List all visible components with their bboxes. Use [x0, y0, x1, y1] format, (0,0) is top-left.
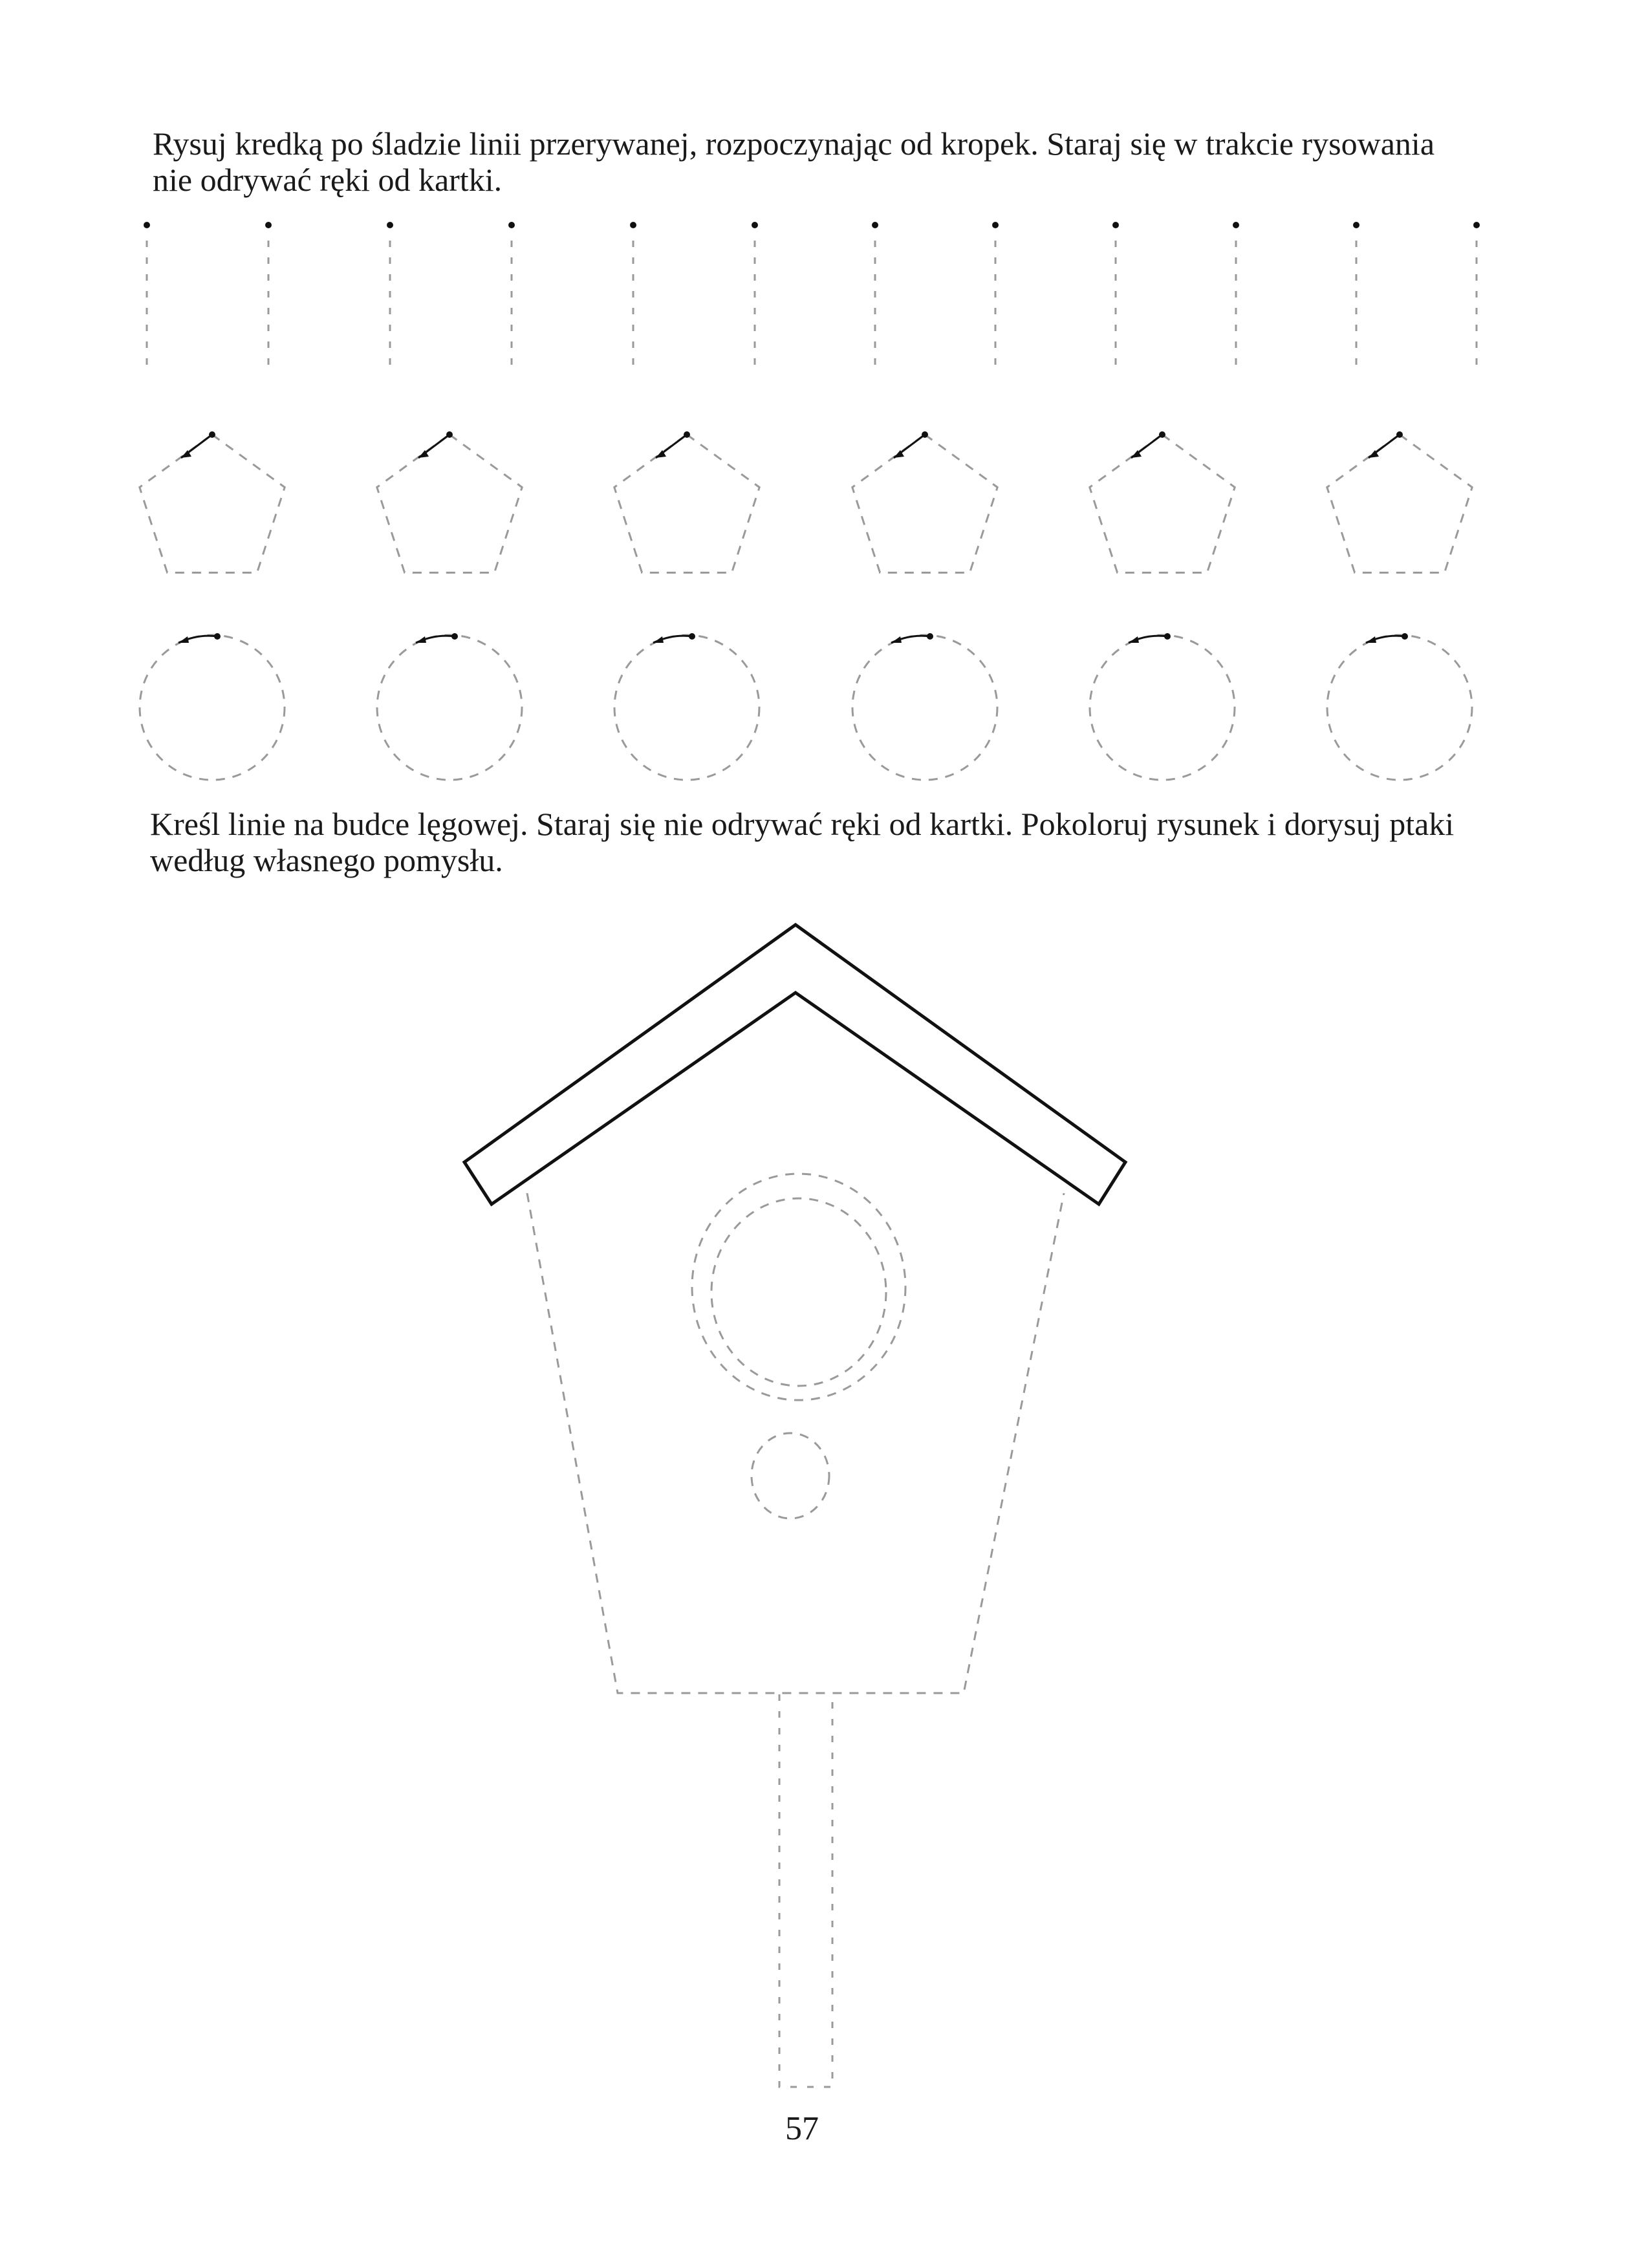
vertical-trace-2[interactable]: [265, 222, 272, 369]
start-dot: [752, 222, 758, 228]
vertical-trace-7[interactable]: [872, 222, 878, 369]
circle-trace-outline: [852, 635, 997, 780]
pentagon-trace-5[interactable]: [1090, 431, 1235, 573]
start-dot: [992, 222, 999, 228]
arrow-head-icon: [1366, 636, 1376, 643]
circle-trace-2[interactable]: [377, 633, 522, 780]
vertical-trace-8[interactable]: [992, 222, 999, 369]
arrow-head-icon: [891, 636, 902, 643]
start-dot: [630, 222, 636, 228]
pentagon-trace-outline: [614, 435, 759, 573]
start-dot: [872, 222, 878, 228]
circle-trace-outline: [1090, 635, 1235, 780]
circle-trace-3[interactable]: [614, 633, 759, 780]
pentagon-trace-6[interactable]: [1327, 431, 1472, 573]
start-dot: [508, 222, 515, 228]
exercise-1-instruction: Rysuj kredką po śladzie linii przerywanej, rozpoczynając od kropek. Staraj się w trakcie rysowania nie odrywać ręki od kartki.: [153, 125, 1435, 198]
birdhouse-hole-inner-ring-trace[interactable]: [711, 1198, 886, 1386]
vertical-trace-3[interactable]: [387, 222, 393, 369]
page-number: 57: [785, 2110, 819, 2147]
arrow-head-icon: [653, 636, 664, 643]
circle-trace-5[interactable]: [1090, 633, 1235, 780]
start-dot: [265, 222, 272, 228]
circle-trace-1[interactable]: [140, 633, 285, 780]
circle-trace-outline: [377, 635, 522, 780]
pentagon-trace-outline: [377, 435, 522, 573]
arrow-head-icon: [179, 636, 189, 643]
start-dot: [1353, 222, 1359, 228]
vertical-trace-9[interactable]: [1112, 222, 1119, 369]
start-dot: [387, 222, 393, 228]
pentagon-trace-outline: [1327, 435, 1472, 573]
circle-trace-6[interactable]: [1327, 633, 1472, 780]
circle-trace-outline: [1327, 635, 1472, 780]
vertical-trace-5[interactable]: [630, 222, 636, 369]
birdhouse: [464, 925, 1125, 2087]
start-dot: [144, 222, 150, 228]
pentagon-trace-4[interactable]: [852, 431, 997, 573]
birdhouse-body-trace[interactable]: [527, 1193, 1064, 1693]
circle-trace-4[interactable]: [852, 633, 997, 780]
birdhouse-roof: [464, 925, 1125, 1204]
vertical-trace-1[interactable]: [144, 222, 150, 369]
arrow-head-icon: [416, 636, 426, 643]
start-dot: [1473, 222, 1480, 228]
circle-trace-outline: [614, 635, 759, 780]
pentagon-trace-outline: [140, 435, 285, 573]
vertical-trace-11[interactable]: [1353, 222, 1359, 369]
vertical-trace-4[interactable]: [508, 222, 515, 369]
pentagon-trace-outline: [852, 435, 997, 573]
vertical-trace-6[interactable]: [752, 222, 758, 369]
pentagon-trace-row: [140, 431, 1472, 573]
vertical-trace-10[interactable]: [1233, 222, 1239, 369]
pentagon-trace-2[interactable]: [377, 431, 522, 573]
start-dot: [1112, 222, 1119, 228]
arrow-head-icon: [1129, 636, 1139, 643]
vertical-trace-12[interactable]: [1473, 222, 1480, 369]
birdhouse-hole-outer-ring-trace[interactable]: [692, 1174, 905, 1400]
start-dot: [1233, 222, 1239, 228]
circle-trace-row: [140, 633, 1472, 780]
exercise-2-instruction: Kreśl linie na budce lęgowej. Staraj się nie odrywać ręki od kartki. Pokoloruj rysunek i dorysuj ptaki według własnego pomysłu.: [150, 806, 1455, 878]
circle-trace-outline: [140, 635, 285, 780]
birdhouse-pole-trace[interactable]: [779, 1694, 832, 2087]
pentagon-trace-outline: [1090, 435, 1235, 573]
birdhouse-perch-trace[interactable]: [752, 1433, 829, 1518]
pentagon-trace-1[interactable]: [140, 431, 285, 573]
pentagon-trace-3[interactable]: [614, 431, 759, 573]
vertical-trace-lines: [144, 222, 1480, 369]
